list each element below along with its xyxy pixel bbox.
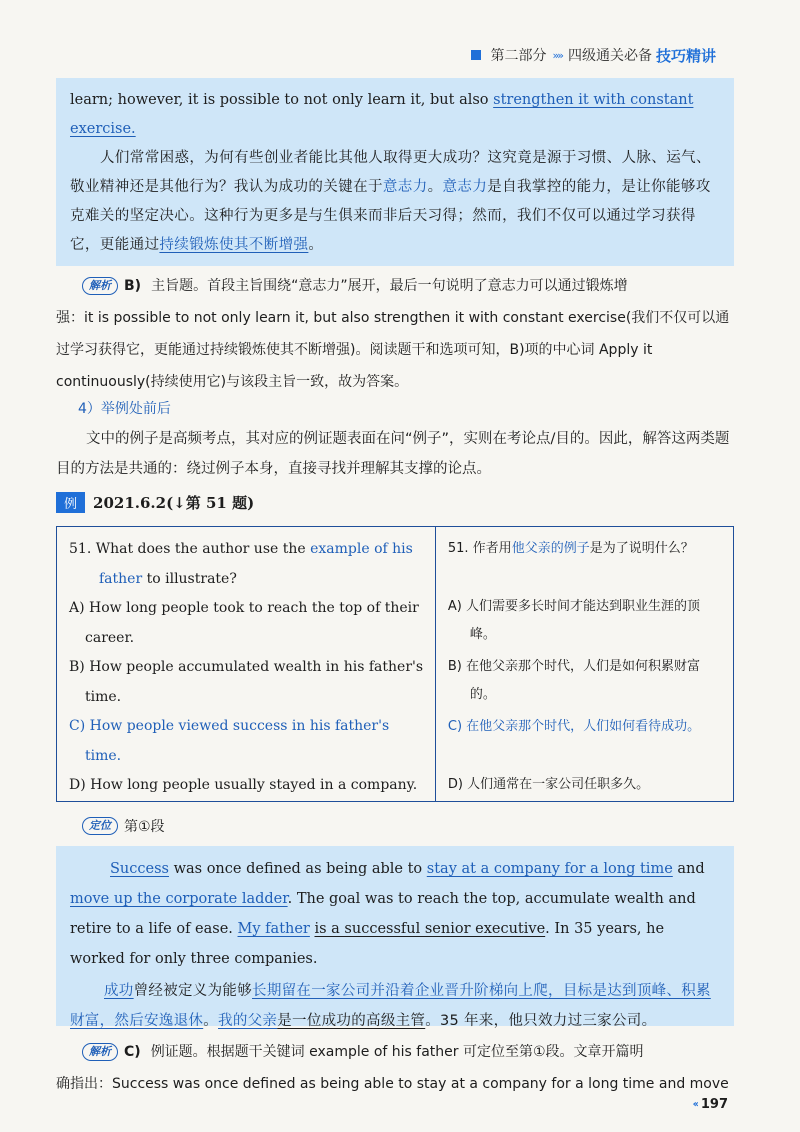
header-highlight: 技巧精讲 <box>655 46 716 65</box>
option-b-zh: B) 在他父亲那个时代，人们是如何积累财富的。 <box>447 659 700 702</box>
analysis-2: 解析 C) 例证题。根据题干关键词 example of his father 可定位至第①段。文章开篇明 确指出：Success was once defined as being able to stay at a company for a long time and move <box>56 1036 734 1100</box>
example-badge: 例 <box>56 492 85 513</box>
header-part: 第二部分 <box>490 48 547 64</box>
back-arrow-icon: ‹‹ <box>692 1099 697 1110</box>
passage-english: learn; however, it is possible to not only learn it, but also strengthen it with constant exercise. <box>70 92 694 137</box>
option-c-zh: C) 在他父亲那个时代，人们如何看待成功。 <box>447 719 701 734</box>
question-english: 51. What does the author use the example of his father to illustrate? A) How long people took to reach the top of their career. B) How people accumulated wealth in his father's time. C) How people viewed success in his father's time. D) How long people usually stayed in a company. <box>57 527 436 801</box>
question-chinese: 51. 作者用他父亲的例子是为了说明什么？ A) 人们需要多长时间才能达到职业生涯的顶峰。 B) 在他父亲那个时代，人们是如何积累财富的。 C) 在他父亲那个时代，人们如何看待成功。 D) 人们通常在一家公司任职多久。 <box>436 527 733 801</box>
example-heading <box>56 492 254 513</box>
passage-chinese: 人们常常困惑，为何有些创业者能比其他人取得更大成功？这究竟是源于习惯、人脉、运气、敬业精神还是其他行为？我认为成功的关键在于意志力。意志力是自我掌控的能力，是让你能够攻克难关的坚定决心。这种行为更多是与生俱来而非后天习得；然而，我们不仅可以通过学习获得它，更能通过持续锻炼使其不断增强。 <box>70 150 711 253</box>
passage2-chinese: 成功曾经被定义为能够长期留在一家公司并沿着企业晋升阶梯向上爬，目标是达到顶峰、积累财富，然后安逸退休。我的父亲是一位成功的高级主管。35 年来，他只效力过三家公司。 <box>70 983 711 1029</box>
passage-panel-2 <box>56 846 734 1029</box>
option-c: C) How people viewed success in his father's time. <box>69 718 390 764</box>
passage-panel-1 <box>56 78 734 266</box>
page-number: ‹‹ 197 <box>692 1097 728 1112</box>
example-ref: 2021.6.2(↓第 51 题) <box>93 494 255 512</box>
analysis-body-2: 确指出：Success was once defined as being able to stay at a company for a long time and move <box>56 1076 729 1092</box>
blue-square-icon <box>471 50 481 60</box>
answer-letter-2: C) <box>124 1044 141 1060</box>
option-d: D) How long people usually stayed in a company. <box>69 777 418 793</box>
double-arrow-icon: »» <box>552 48 562 62</box>
section-title: 4）举例处前后 <box>78 401 171 417</box>
answer-letter: B) <box>124 278 142 294</box>
option-a-zh: A) 人们需要多长时间才能达到职业生涯的顶峰。 <box>447 599 700 642</box>
analysis-body: 强：it is possible to not only learn it, but also strengthen it with constant exercise(我们不仅可以通过学习获得它，更能通过持续锻炼使其不断增强)。阅读题干和选项可知，B)项的中心词 Apply it continuously(持续使用它)与该段主旨一致，故为答案。 <box>56 310 730 390</box>
question-table <box>56 526 734 802</box>
position-text: 第①段 <box>124 819 165 835</box>
option-b: B) How people accumulated wealth in his father's time. <box>69 659 424 705</box>
passage2-english: Success was once defined as being able to stay at a company for a long time and move up the corporate ladder. The goal was to reach the top, accumulate wealth and retire to a life of ease. My father is a successful senior executive. In 35 years, he worked for only three companies. <box>70 861 705 967</box>
position-line <box>82 816 165 836</box>
section-text: 文中的例子是高频考点，其对应的例证题表面在问“例子”，实则在考论点/目的。因此，解答这两类题目的方法是共通的：绕过例子本身，直接寻找并理解其支撑的论点。 <box>56 431 730 477</box>
header-section: 四级通关必备 <box>567 48 652 64</box>
analysis-1: 解析 B) 主旨题。首段主旨围绕“意志力”展开，最后一句说明了意志力可以通过锻炼增 强：it is possible to not only learn it, but also strengthen it with constant exercise(我们不仅可以通过学习获得它，更能通过持续锻炼使其不断增强)。阅读题干和选项可知，B)项的中心词 Apply it continuously(持续使用它)与该段主旨一致，故为答案。 <box>56 270 734 398</box>
option-d-zh: D) 人们通常在一家公司任职多久。 <box>447 777 650 792</box>
option-a: A) How long people took to reach the top of their career. <box>69 600 419 646</box>
analysis-tag-2: 解析 <box>82 1043 118 1061</box>
page-header <box>471 44 716 66</box>
analysis-tag: 解析 <box>82 277 118 295</box>
position-tag: 定位 <box>82 817 118 835</box>
